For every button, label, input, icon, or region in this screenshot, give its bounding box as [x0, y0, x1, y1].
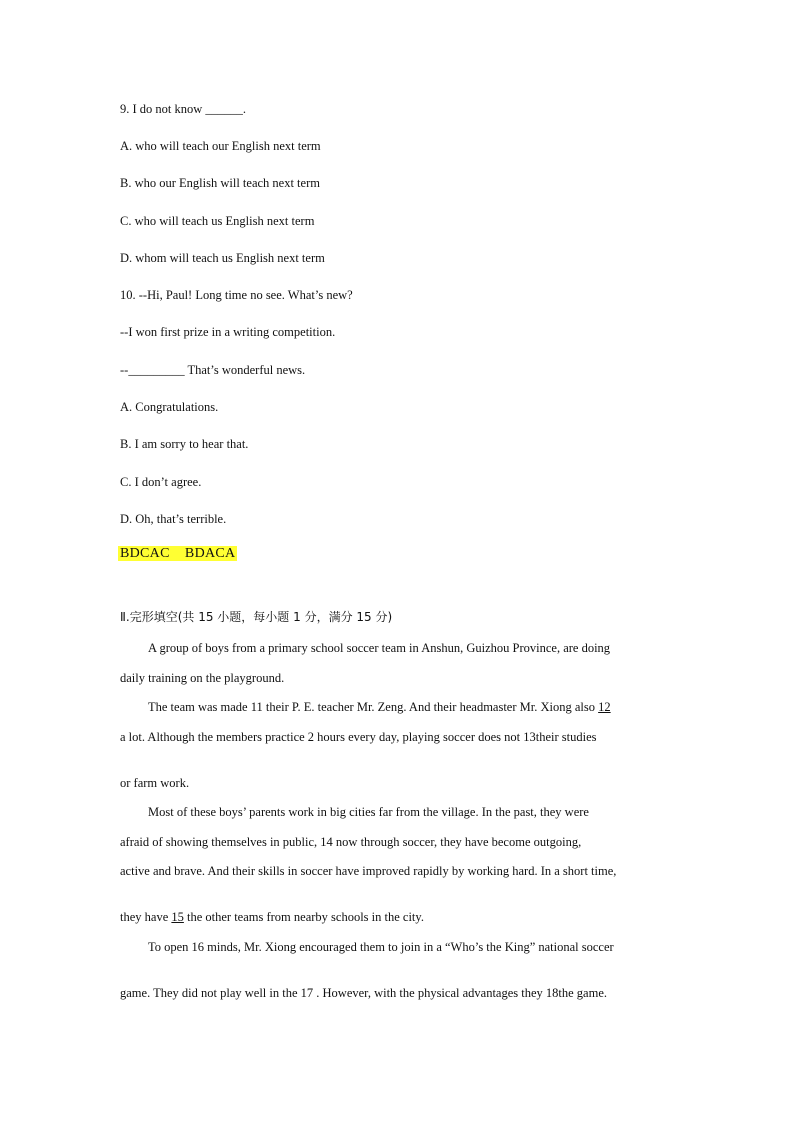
paragraph-3-text-a: they have	[120, 910, 169, 924]
q10-option-b: B. I am sorry to hear that.	[120, 437, 249, 451]
paragraph-4-line-2: game. They did not play well in the 17 . However, with the physical advantages they 18the game.	[120, 986, 607, 1000]
answer-key-highlight: BDCAC BDACA	[120, 546, 236, 561]
paragraph-2-line-3: or farm work.	[120, 776, 190, 790]
q9-option-a: A. who will teach our English next term	[120, 139, 321, 153]
paragraph-1-line-2: daily training on the playground.	[120, 671, 285, 685]
q10-dialogue-1: 10. --Hi, Paul! Long time no see. What’s new?	[120, 288, 353, 302]
q10-option-d: D. Oh, that’s terrible.	[120, 512, 227, 526]
paragraph-3-line-1: Most of these boys’ parents work in big cities far from the village. In the past, they were	[148, 805, 589, 819]
paragraph-2-line-1	[148, 699, 611, 715]
answer-key	[118, 545, 237, 562]
section-heading: Ⅱ.完形填空(共 15 小题，每小题 1 分，满分 15 分)	[120, 610, 393, 624]
q9-option-c: C. who will teach us English next term	[120, 214, 315, 228]
q10-option-a: A. Congratulations.	[120, 400, 219, 414]
q10-dialogue-3: --_________ That’s wonderful news.	[120, 363, 306, 377]
paragraph-4-line-1: To open 16 minds, Mr. Xiong encouraged them to join in a “Who’s the King” national soccer	[148, 940, 614, 954]
blank-number-15: 15	[171, 910, 184, 924]
paragraph-1-line-1: A group of boys from a primary school soccer team in Anshun, Guizhou Province, are doing	[148, 641, 611, 655]
paragraph-3-line-4	[120, 909, 424, 925]
paragraph-3-text-b: the other teams from nearby schools in the city.	[187, 910, 424, 924]
paragraph-3-line-2: afraid of showing themselves in public, 14 now through soccer, they have become outgoing,	[120, 835, 582, 849]
q9-option-b: B. who our English will teach next term	[120, 176, 320, 190]
paragraph-2-text: The team was made 11 their P. E. teacher Mr. Zeng. And their headmaster Mr. Xiong also	[148, 700, 595, 714]
paragraph-3-line-3: active and brave. And their skills in soccer have improved rapidly by working hard. In a short time,	[120, 864, 617, 878]
q10-dialogue-2: --I won first prize in a writing competition.	[120, 325, 336, 339]
paragraph-2-line-2: a lot. Although the members practice 2 hours every day, playing soccer does not 13their studies	[120, 730, 597, 744]
q9-option-d: D. whom will teach us English next term	[120, 251, 325, 265]
blank-number-12: 12	[598, 700, 611, 714]
q9-stem: 9. I do not know ______.	[120, 102, 247, 116]
q10-option-c: C. I don’t agree.	[120, 475, 202, 489]
